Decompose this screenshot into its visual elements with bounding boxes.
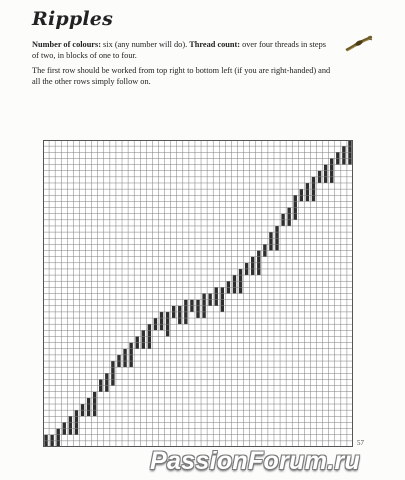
stitch-mark — [294, 195, 297, 201]
stitch-mark — [148, 343, 151, 349]
stitch-mark — [69, 416, 72, 422]
stitch-mark — [69, 429, 72, 435]
stitch-mark — [160, 312, 163, 318]
stitch-mark — [123, 349, 126, 355]
stitch-mark — [136, 343, 139, 349]
stitch-mark — [312, 177, 315, 183]
stitch-mark — [117, 361, 120, 367]
stitch-mark — [166, 324, 169, 330]
stitch-mark — [233, 275, 236, 281]
stitch-mark — [81, 404, 84, 410]
stitch-mark — [196, 306, 199, 312]
stitch-mark — [75, 422, 78, 428]
stitch-mark — [233, 281, 236, 287]
stitch-mark — [99, 386, 102, 392]
stitch-mark — [190, 300, 193, 306]
stitch-mark — [87, 404, 90, 410]
stitch-mark — [56, 435, 59, 441]
pattern-specification — [32, 40, 332, 61]
stitch-mark — [172, 306, 175, 312]
stitch-mark — [215, 300, 218, 306]
stitch-mark — [63, 429, 66, 435]
stitch-mark — [136, 336, 139, 342]
stitch-mark — [93, 410, 96, 416]
stitch-mark — [239, 287, 242, 293]
stitch-mark — [93, 404, 96, 410]
stitch-mark — [123, 361, 126, 367]
stitch-mark — [87, 398, 90, 404]
stitch-mark — [239, 275, 242, 281]
stitch-mark — [50, 435, 53, 441]
stitch-mark — [93, 392, 96, 398]
stitch-mark — [184, 306, 187, 312]
stitch-mark — [318, 171, 321, 177]
stitch-mark — [129, 361, 132, 367]
stitch-mark — [105, 386, 108, 392]
stitch-mark — [312, 183, 315, 189]
stitch-mark — [221, 294, 224, 300]
stitch-mark — [312, 189, 315, 195]
stitch-mark — [263, 251, 266, 257]
stitch-mark — [233, 287, 236, 293]
stitch-mark — [184, 312, 187, 318]
stitch-mark — [190, 306, 193, 312]
stitch-mark — [166, 318, 169, 324]
stitch-mark — [111, 361, 114, 367]
stitch-mark — [148, 336, 151, 342]
stitch-mark — [306, 189, 309, 195]
stitch-mark — [257, 269, 260, 275]
stitch-mark — [251, 257, 254, 263]
stitch-mark — [166, 312, 169, 318]
stitch-mark — [294, 208, 297, 214]
stitch-mark — [221, 287, 224, 293]
stitch-mark — [330, 158, 333, 164]
stitch-mark — [269, 244, 272, 250]
stitch-mark — [154, 318, 157, 324]
stitch-mark — [129, 343, 132, 349]
stitch-mark — [111, 373, 114, 379]
embroidery-thread-skein-icon — [344, 35, 374, 53]
stitch-mark — [330, 171, 333, 177]
stitch-chart — [43, 140, 353, 447]
stitch-mark — [306, 183, 309, 189]
colours-value: six (any number will do). — [100, 40, 190, 49]
stitch-mark — [178, 312, 181, 318]
stitch-mark — [342, 158, 345, 164]
stitch-mark — [239, 281, 242, 287]
stitch-mark — [202, 300, 205, 306]
stitch-mark — [348, 158, 351, 164]
stitch-mark — [330, 177, 333, 183]
thread-count-label: Thread count: — [189, 40, 241, 49]
stitch-mark — [269, 238, 272, 244]
stitch-mark — [148, 330, 151, 336]
stitch-mark — [142, 336, 145, 342]
stitch-mark — [257, 263, 260, 269]
stitch-mark — [160, 324, 163, 330]
stitch-mark — [105, 379, 108, 385]
stitch-mark — [178, 306, 181, 312]
stitch-mark — [166, 330, 169, 336]
stitch-mark — [75, 410, 78, 416]
stitch-mark — [56, 429, 59, 435]
stitch-mark — [93, 398, 96, 404]
stitch-mark — [208, 300, 211, 306]
stitch-mark — [202, 294, 205, 300]
stitch-mark — [245, 263, 248, 269]
stitch-mark — [69, 422, 72, 428]
watermark: PassionForum.ru — [150, 447, 361, 475]
stitch-mark — [221, 306, 224, 312]
stitch-mark — [142, 330, 145, 336]
stitch-mark — [312, 195, 315, 201]
stitch-mark — [227, 281, 230, 287]
stitch-mark — [208, 294, 211, 300]
stitch-mark — [287, 214, 290, 220]
stitch-mark — [275, 232, 278, 238]
stitch-mark — [269, 232, 272, 238]
stitch-mark — [324, 177, 327, 183]
stitch-mark — [342, 146, 345, 152]
stitch-mark — [123, 355, 126, 361]
stitch-mark — [105, 373, 108, 379]
stitch-mark — [142, 343, 145, 349]
stitch-mark — [184, 318, 187, 324]
stitch-mark — [81, 410, 84, 416]
page-title: Ripples — [32, 8, 113, 30]
stitch-mark — [342, 152, 345, 158]
stitch-mark — [117, 355, 120, 361]
stitch-mark — [215, 287, 218, 293]
stitch-mark — [63, 422, 66, 428]
stitch-mark — [75, 416, 78, 422]
stitch-mark — [184, 300, 187, 306]
stitch-mark — [172, 312, 175, 318]
stitch-mark — [196, 312, 199, 318]
stitch-mark — [300, 195, 303, 201]
stitch-mark — [215, 294, 218, 300]
stitch-mark — [294, 214, 297, 220]
stitch-mark — [275, 238, 278, 244]
stitch-mark — [348, 146, 351, 152]
stitch-mark — [281, 214, 284, 220]
stitch-mark — [178, 318, 181, 324]
stitch-mark — [75, 429, 78, 435]
stitch-mark — [257, 251, 260, 257]
stitch-mark — [129, 355, 132, 361]
stitch-mark — [348, 152, 351, 158]
stitch-mark — [202, 312, 205, 318]
page-number: 57 — [357, 439, 364, 447]
stitch-mark — [257, 257, 260, 263]
stitch-mark — [336, 158, 339, 164]
stitch-mark — [111, 379, 114, 385]
stitch-mark — [154, 324, 157, 330]
stitch-mark — [281, 220, 284, 226]
stitch-mark — [160, 318, 163, 324]
stitch-mark — [275, 244, 278, 250]
stitch-mark — [196, 300, 199, 306]
stitch-mark — [318, 177, 321, 183]
stitch-mark — [221, 300, 224, 306]
stitch-mark — [99, 379, 102, 385]
thread-count-value: over four threads in steps of two, in blocks of one to four. — [32, 40, 326, 60]
stitch-mark — [275, 226, 278, 232]
stitch-mark — [263, 244, 266, 250]
stitch-mark — [336, 152, 339, 158]
stitch-mark — [324, 171, 327, 177]
stitch-mark — [300, 189, 303, 195]
stitch-mark — [287, 220, 290, 226]
stitch-mark — [324, 165, 327, 171]
stitch-mark — [227, 287, 230, 293]
stitch-mark — [287, 208, 290, 214]
stitch-mark — [251, 269, 254, 275]
stitch-mark — [245, 269, 248, 275]
stitch-chart-svg — [43, 140, 353, 447]
stitch-mark — [87, 410, 90, 416]
stitch-mark — [202, 306, 205, 312]
stitch-mark — [251, 263, 254, 269]
stitch-mark — [306, 195, 309, 201]
stitch-mark — [239, 269, 242, 275]
colours-label: Number of colours: — [32, 40, 101, 49]
stitch-mark — [129, 349, 132, 355]
stitch-mark — [294, 201, 297, 207]
stitch-mark — [148, 324, 151, 330]
stitch-mark — [330, 165, 333, 171]
stitch-mark — [111, 367, 114, 373]
instructions-paragraph: The first row should be worked from top right to bottom left (if you are right-handed) and all the other rows simply follow on. — [32, 66, 331, 86]
stitch-mark — [44, 435, 47, 441]
